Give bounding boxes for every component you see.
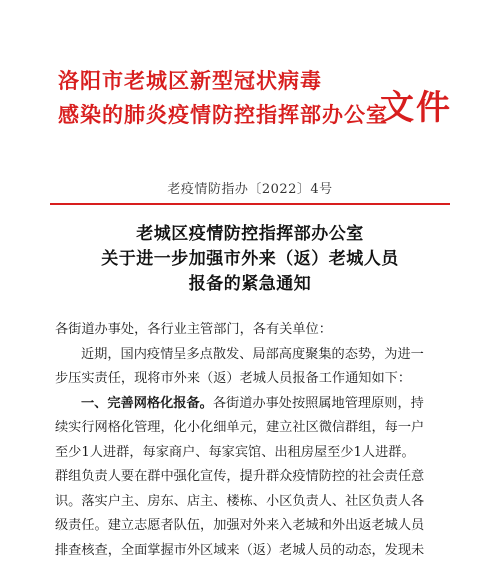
section-1-line: 至少1人进群，每家商户、每家宾馆、出租房屋至少1人进群。 <box>55 444 415 460</box>
section-1-line: 识。落实户主、房东、店主、楼栋、小区负责人、社区负责人各 <box>55 493 425 509</box>
section-1-first-line <box>55 392 455 417</box>
section-1-line: 续实行网格化管理，化小化细单元，建立社区微信群组，每一户 <box>55 420 425 435</box>
title-line-3: 报备的紧急通知 <box>188 274 312 294</box>
intro-line: 近期，国内疫情呈多点散发、局部高度聚集的态势，为进一 <box>81 346 424 362</box>
authority-line-2: 感染的肺炎疫情防控指挥部办公室 <box>58 102 388 127</box>
section-1-line: 级责任。建立志愿者队伍，加强对外来入老城和外出返老城人员 <box>55 518 425 533</box>
section-1-heading: 一、完善网格化报备。 <box>81 395 213 411</box>
section-1-line: 排查核查，全面掌握市外区域来（返）老城人员的动态，发现未 <box>55 542 425 558</box>
issuing-authority <box>58 64 388 132</box>
document-number: 老疫情防指办〔2022〕4号 <box>167 182 333 197</box>
intro-paragraph <box>55 343 455 392</box>
section-1-line: 群组负责人要在群中强化宣传，提升群众疫情防控的社会责任意 <box>55 469 425 484</box>
title-line-1: 老城区疫情防控指挥部办公室 <box>136 224 364 244</box>
document-header <box>40 64 480 164</box>
section-1-line-text: 各街道办事处按照属地管理原则，持 <box>212 395 424 411</box>
title-line-2: 关于进一步加强市外来（返）老城人员 <box>101 249 399 269</box>
intro-line: 步压实责任，现将市外来（返）老城人员报备工作通知如下： <box>55 371 412 386</box>
document-type-label: 文件 <box>380 88 452 128</box>
document-title <box>0 222 500 297</box>
authority-line-1: 洛阳市老城区新型冠状病毒 <box>58 68 322 93</box>
red-separator-line <box>50 203 450 205</box>
salutation: 各街道办事处，各行业主管部门，各有关单位： <box>55 322 332 337</box>
document-body <box>55 318 455 563</box>
section-1-paragraph <box>55 392 455 564</box>
salutation-paragraph <box>55 318 455 343</box>
